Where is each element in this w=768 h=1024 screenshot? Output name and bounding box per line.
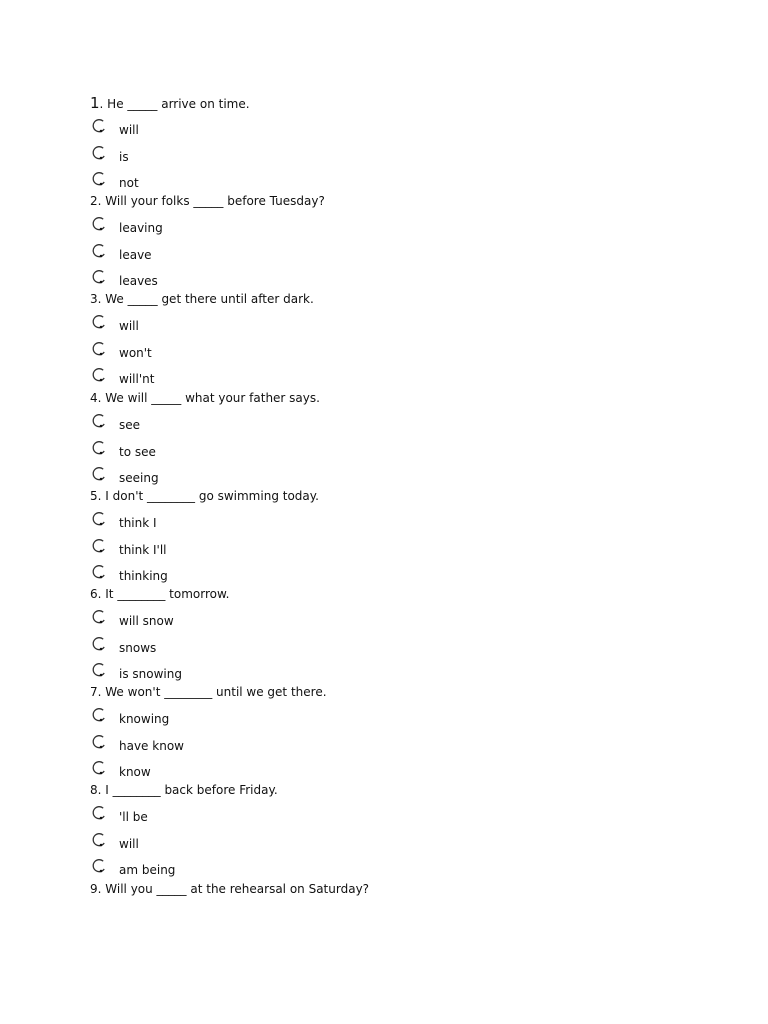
answer-option[interactable] (90, 805, 390, 827)
question-number: 2 (90, 194, 98, 209)
answer-option[interactable] (90, 413, 390, 435)
radio-button-icon[interactable] (91, 314, 107, 330)
question-prompt: . We won't ________ until we get there. (97, 685, 327, 700)
option-label: thinking (119, 568, 168, 583)
answer-option[interactable] (90, 538, 390, 560)
option-label: leaves (119, 274, 158, 289)
answer-option[interactable] (90, 511, 390, 533)
option-label: is snowing (119, 666, 182, 681)
radio-button-icon[interactable] (91, 662, 107, 678)
radio-button-icon[interactable] (91, 171, 107, 187)
option-label: is (119, 150, 129, 164)
option-label: leaving (119, 221, 163, 236)
answer-option[interactable] (90, 341, 390, 363)
radio-button-icon[interactable] (91, 118, 107, 134)
question-prompt: . We _____ get there until after dark. (97, 292, 314, 307)
answer-option[interactable] (90, 858, 390, 880)
question-item (90, 585, 730, 683)
question-item (90, 880, 730, 978)
answer-option[interactable] (90, 734, 390, 756)
option-label: knowing (119, 712, 170, 727)
answer-option[interactable] (90, 243, 390, 265)
question-prompt: . We will _____ what your father says. (97, 390, 320, 405)
option-label: not (119, 176, 139, 190)
question-prompt: . He _____ arrive on time. (99, 97, 250, 111)
radio-button-icon[interactable] (91, 858, 107, 874)
answer-option[interactable] (90, 314, 390, 336)
question-item (90, 487, 730, 585)
answer-option[interactable] (90, 466, 390, 488)
option-label: will (119, 837, 139, 852)
answer-option[interactable] (90, 760, 390, 782)
answer-option[interactable] (90, 662, 390, 684)
radio-button-icon[interactable] (91, 538, 107, 554)
question-text (90, 781, 278, 799)
option-label: will snow (119, 613, 174, 628)
option-label: will (119, 319, 139, 334)
option-label: think I'll (119, 542, 167, 557)
answer-option[interactable] (90, 440, 390, 462)
question-prompt: . Will you _____ at the rehearsal on Saturday? (97, 881, 370, 896)
question-number: 4 (90, 390, 98, 405)
question-number: 1 (90, 94, 100, 112)
question-item (90, 94, 730, 192)
option-label: will (119, 123, 139, 137)
question-number: 7 (90, 685, 98, 700)
radio-button-icon[interactable] (91, 609, 107, 625)
answer-option[interactable] (90, 707, 390, 729)
radio-button-icon[interactable] (91, 269, 107, 285)
option-label: know (119, 765, 151, 780)
radio-button-icon[interactable] (91, 636, 107, 652)
answer-option[interactable] (90, 609, 390, 631)
answer-option[interactable] (90, 118, 390, 140)
radio-button-icon[interactable] (91, 367, 107, 383)
radio-button-icon[interactable] (91, 564, 107, 580)
option-label: won't (119, 346, 152, 361)
question-text (90, 487, 319, 505)
option-label: am being (119, 863, 176, 878)
option-label: will'nt (119, 372, 155, 387)
question-text (90, 389, 320, 407)
radio-button-icon[interactable] (91, 511, 107, 527)
option-label: think I (119, 515, 157, 530)
question-text (90, 192, 325, 210)
answer-option[interactable] (90, 145, 390, 167)
radio-button-icon[interactable] (91, 805, 107, 821)
question-number: 6 (90, 586, 98, 601)
option-label: have know (119, 739, 184, 754)
question-item (90, 781, 730, 879)
question-number: 3 (90, 292, 98, 307)
answer-option[interactable] (90, 216, 390, 238)
radio-button-icon[interactable] (91, 413, 107, 429)
option-label: to see (119, 444, 156, 459)
answer-option[interactable] (90, 636, 390, 658)
answer-option[interactable] (90, 564, 390, 586)
radio-button-icon[interactable] (91, 707, 107, 723)
answer-option[interactable] (90, 171, 390, 193)
radio-button-icon[interactable] (91, 145, 107, 161)
quiz-list (90, 94, 730, 978)
option-label: snows (119, 640, 157, 655)
question-number: 8 (90, 783, 98, 798)
radio-button-icon[interactable] (91, 341, 107, 357)
radio-button-icon[interactable] (91, 832, 107, 848)
radio-button-icon[interactable] (91, 216, 107, 232)
question-prompt: . I don't ________ go swimming today. (97, 488, 319, 503)
option-label: 'll be (119, 810, 148, 825)
option-label: see (119, 417, 141, 432)
question-prompt: . I ________ back before Friday. (97, 783, 278, 798)
question-number: 9 (90, 881, 98, 896)
answer-option[interactable] (90, 832, 390, 854)
question-item (90, 389, 730, 487)
answer-option[interactable] (90, 269, 390, 291)
question-text (90, 880, 369, 898)
question-prompt: . Will your folks _____ before Tuesday? (97, 194, 325, 209)
question-text (90, 290, 314, 308)
question-item (90, 290, 730, 388)
option-label: seeing (119, 470, 159, 485)
question-text (90, 585, 229, 603)
radio-button-icon[interactable] (91, 243, 107, 259)
question-text (90, 94, 250, 113)
answer-option[interactable] (90, 367, 390, 389)
radio-button-icon[interactable] (91, 466, 107, 482)
radio-button-icon[interactable] (91, 760, 107, 776)
radio-button-icon[interactable] (91, 734, 107, 750)
question-item (90, 683, 730, 781)
question-prompt: . It ________ tomorrow. (97, 586, 230, 601)
question-item (90, 192, 730, 290)
question-text (90, 683, 327, 701)
option-label: leave (119, 248, 152, 263)
question-number: 5 (90, 488, 98, 503)
radio-button-icon[interactable] (91, 440, 107, 456)
